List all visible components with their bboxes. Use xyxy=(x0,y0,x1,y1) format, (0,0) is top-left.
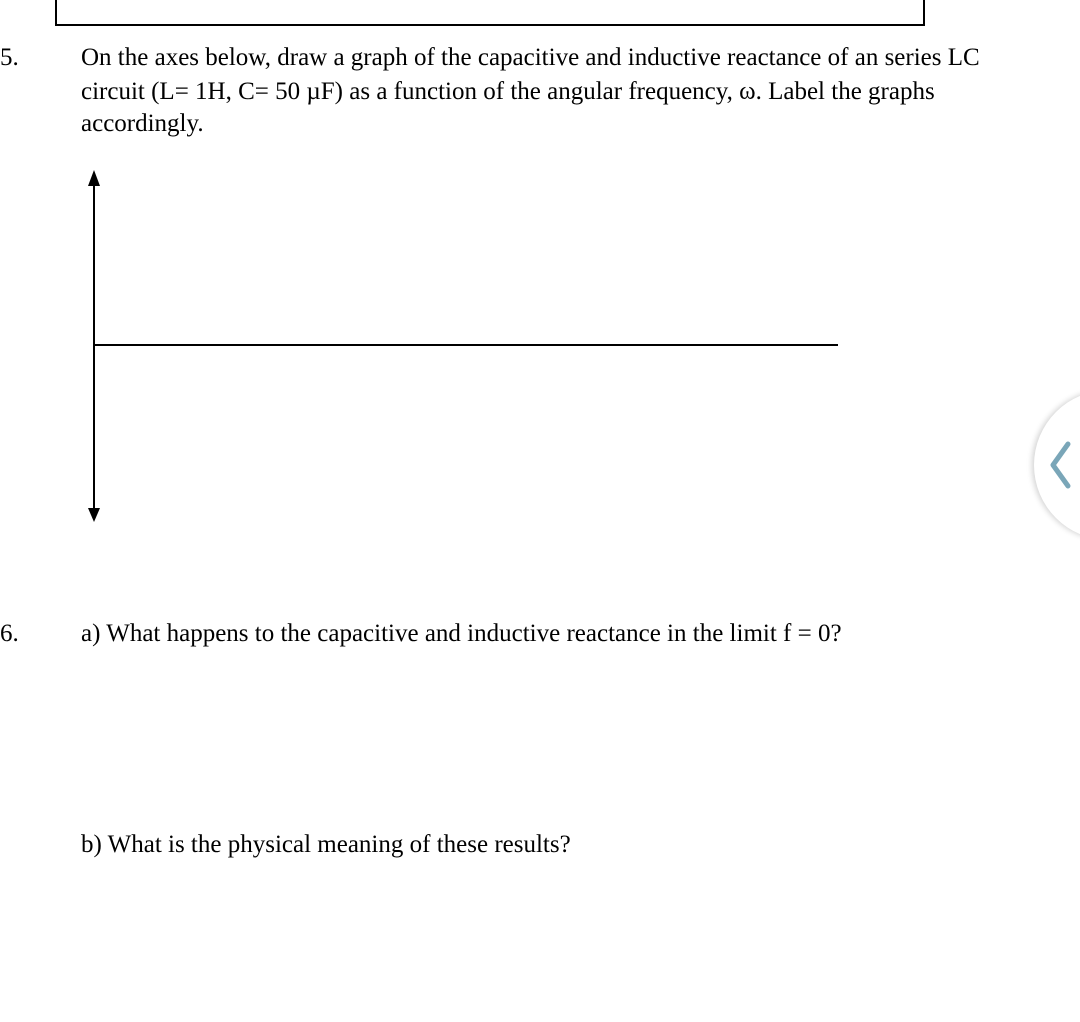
question-5-number: 5. xyxy=(0,44,19,71)
question-5-text-line-1: On the axes below, draw a graph of the capacitive and inductive reactance of an series LC xyxy=(81,44,980,71)
question-6-number: 6. xyxy=(0,620,19,647)
y-axis-up-arrow xyxy=(88,170,100,186)
question-5-text-line-2: circuit (L= 1H, C= 50 µF) as a function of the angular frequency, ω. Label the graphs xyxy=(81,78,935,105)
question-6b-text: b) What is the physical meaning of these results? xyxy=(81,831,571,858)
chevron-left-icon xyxy=(1048,440,1074,490)
y-axis-down-arrow xyxy=(88,508,100,522)
question-5-text-line-3: accordingly. xyxy=(81,110,204,137)
question-6a-text: a) What happens to the capacitive and inductive reactance in the limit f = 0? xyxy=(81,620,842,647)
